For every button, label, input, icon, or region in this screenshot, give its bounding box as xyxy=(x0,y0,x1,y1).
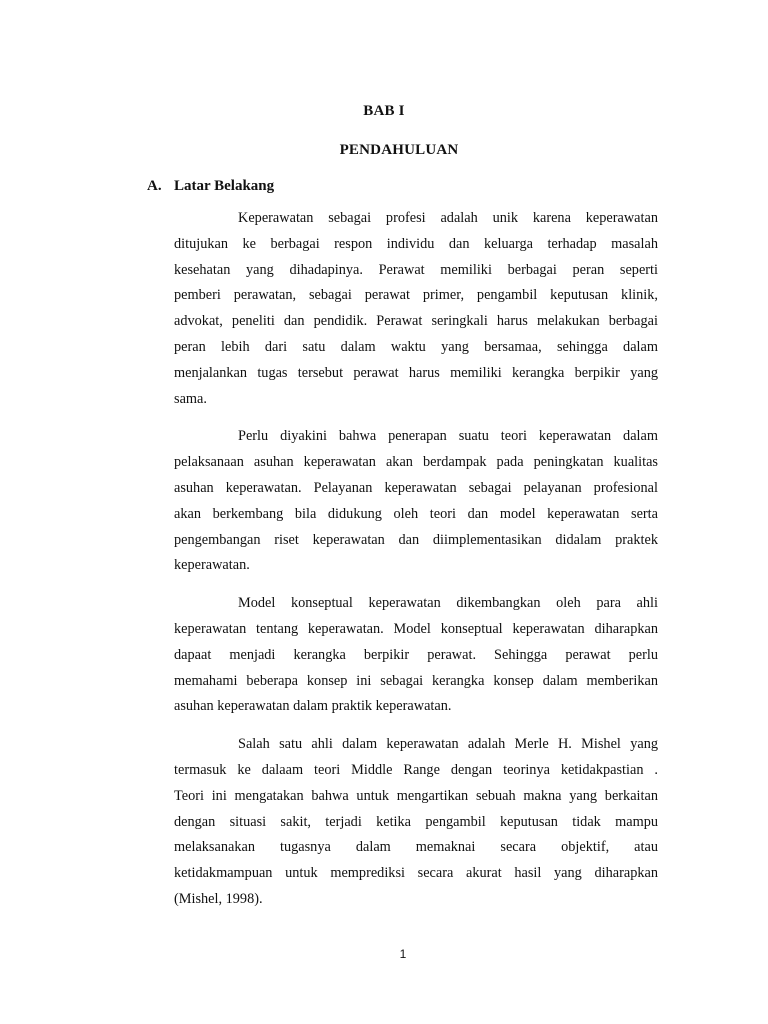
paragraph-line: Perlu diyakini bahwa penerapan suatu teori keperawatan dalam xyxy=(238,428,658,445)
paragraph-line: peran lebih dari satu dalam waktu yang bersamaa, sehingga dalam xyxy=(174,338,658,355)
paragraph-line: sama. xyxy=(174,390,207,407)
paragraph-line: asuhan keperawatan. Pelayanan keperawatan sebagai pelayanan profesional xyxy=(174,479,658,496)
chapter-subtitle: PENDAHULUAN xyxy=(339,142,459,158)
paragraph xyxy=(174,591,658,720)
paragraph xyxy=(174,732,658,913)
paragraph-line: (Mishel, 1998). xyxy=(174,890,263,907)
paragraph-line: Salah satu ahli dalam keperawatan adalah Merle H. Mishel yang xyxy=(238,736,658,753)
paragraph-line: melaksanakan tugasnya dalam memaknai secara objektif, atau xyxy=(174,839,658,856)
paragraph-line: memahami beberapa konsep ini sebagai kerangka konsep dalam memberikan xyxy=(174,672,658,689)
paragraph-line: termasuk ke dalaam teori Middle Range dengan teorinya ketidakpastian . xyxy=(174,761,658,778)
paragraph-line: Teori ini mengatakan bahwa untuk mengartikan sebuah makna yang berkaitan xyxy=(174,787,658,804)
paragraph-line: asuhan keperawatan dalam praktik keperawatan. xyxy=(174,698,452,715)
section-heading xyxy=(147,178,274,195)
section-title: Latar Belakang xyxy=(174,178,275,194)
page-number: 1 xyxy=(399,947,407,961)
paragraph-line: kesehatan yang dihadapinya. Perawat memiliki berbagai peran seperti xyxy=(174,261,658,278)
paragraph-line: keperawatan tentang keperawatan. Model konseptual keperawatan diharapkan xyxy=(174,620,658,637)
chapter-title: BAB I xyxy=(363,103,405,119)
section-number: A. xyxy=(147,178,162,194)
paragraph-line: dapaat menjadi kerangka berpikir perawat. Sehingga perawat perlu xyxy=(174,646,658,663)
paragraph-line: akan berkembang bila didukung oleh teori dan model keperawatan serta xyxy=(174,505,658,522)
paragraph-line: dengan situasi sakit, terjadi ketika pengambil keputusan tidak mampu xyxy=(174,813,658,830)
body-text xyxy=(174,206,658,925)
paragraph-line: Keperawatan sebagai profesi adalah unik karena keperawatan xyxy=(238,210,658,226)
paragraph-line: pengembangan riset keperawatan dan diimplementasikan didalam praktek xyxy=(174,531,658,548)
paragraph-line: pemberi perawatan, sebagai perawat primer, pengambil keputusan klinik, xyxy=(174,287,658,304)
paragraph-line: pelaksanaan asuhan keperawatan akan berdampak pada peningkatan kualitas xyxy=(174,454,658,471)
paragraph-line: ketidakmampuan untuk memprediksi secara akurat hasil yang diharapkan xyxy=(174,865,658,882)
paragraph-line: menjalankan tugas tersebut perawat harus memiliki kerangka berpikir yang xyxy=(174,364,658,381)
paragraph-line: ditujukan ke berbagai respon individu dan keluarga terhadap masalah xyxy=(174,235,658,252)
paragraph-line: advokat, peneliti dan pendidik. Perawat seringkali harus melakukan berbagai xyxy=(174,313,658,330)
paragraph-line: Model konseptual keperawatan dikembangkan oleh para ahli xyxy=(238,595,658,612)
paragraph xyxy=(174,424,658,579)
paragraph xyxy=(174,206,658,412)
paragraph-line: keperawatan. xyxy=(174,557,250,574)
